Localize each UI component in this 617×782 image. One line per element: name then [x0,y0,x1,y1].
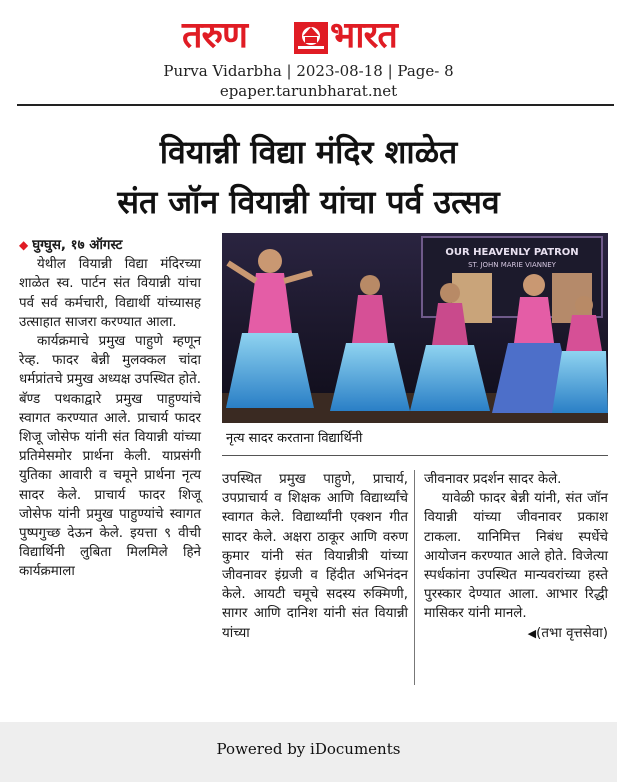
article-paragraph: येथील वियान्नी विद्या मंदिरच्या शाळेत स्व. पार्टन संत वियान्नी यांचा पर्व सर्व कर्मचारी, विद्यार्थी यांच्यासह उत्साहात साजरा करण्यात आला. [19,257,201,330]
dance-photo-illustration [222,233,608,423]
article-column-1 [19,236,201,582]
dateline-text: घुग्घुस, १७ ऑगस्ट [32,238,123,253]
edition-site[interactable]: epaper.tarunbharat.net [219,82,398,100]
article-paragraph: यावेळी फादर बेन्नी यांनी, संत जॉन वियान्नी यांच्या जीवनावर प्रकाश टाकला. यानिमित्त निबंध स्पर्धेचे आयोजन करण्यात आले होते. विजेत्या स्पर्धकांना उपस्थित मान्यवरांच्या हस्ते पुरस्कार देण्यात आला. आभार रिद्धी मासिकर यांनी मानले. [424,491,608,622]
credit-text: (तभा वृत्तसेवा) [536,625,608,641]
edition-line: Purva Vidarbha | 2023-08-18 | Page- 8 [163,62,454,80]
logo-text-right: भारत [330,15,397,56]
photo-banner-line1: OUR HEAVENLY PATRON [445,247,579,258]
article-column-3 [424,470,608,643]
powered-by-link[interactable]: Powered by iDocuments [216,740,401,758]
article-paragraph: कार्यक्रमाचे प्रमुख पाहुणे म्हणून रेव्ह. फादर बेन्नी मुलक्कल चांदा धर्मप्रांतचे प्रमुख अध्यक्ष उपस्थित होते. बॅण्ड पथकाद्वारे प्रमुख पाहुण्यांचे स्वागत करण्यात आले. प्राचार्य फादर शिजू जोसेफ यांनी संत वियान्नी यांच्या प्रतिमेसमोर प्रार्थना केली. याप्रसंगी युतिका आवारी व चमूने प्रार्थना नृत्य सादर केले. प्राचार्य फादर शिजू जोसेफ यांनी प्रमुख पाहुण्यांचे स्वागत पुष्पगुच्छ देऊन केले. इयत्ता ९ वीची विद्यार्थिनी लुबिता मिलमिले हिने कार्यक्रमाला [19,334,201,580]
headline-line-1: वियान्नी विद्या मंदिर शाळेत [159,133,458,171]
photo-banner-line2: ST. JOHN MARIE VIANNEY [468,261,556,269]
article-paragraph: जीवनावर प्रदर्शन सादर केले. [424,472,562,487]
photo-caption: नृत्य सादर करताना विद्यार्थिनी [226,431,363,446]
tarun-bharat-emblem-icon [294,22,328,52]
article-paragraph: उपस्थित प्रमुख पाहुणे, प्राचार्य, उपप्राचार्य व शिक्षक आणि विद्यार्थ्यांचे स्वागत केले. विद्यार्थ्यांनी एक्शन गीत सादर केले. अक्षरा ठाकूर आणि वरुण कुमार यांनी संत वियान्नीत्री यांच्या जीवनावर इंग्रजी व हिंदीत अभिनंदन केले. आयटी चमूचे सदस्य रुक्मिणी, सागर आणि दानिश यांनी संत वियान्नी यांच्या [222,472,408,641]
caption-divider [222,455,608,456]
article-credit [424,624,608,643]
logo-text-left: तरुण [182,15,248,56]
footer [0,722,617,782]
dateline [19,236,201,255]
column-divider [414,470,415,685]
masthead [0,14,617,58]
header-divider [17,104,614,106]
logo-underline [294,52,328,54]
triangle-left-icon: ◀ [527,626,537,640]
article-photo [222,233,608,423]
diamond-bullet-icon: ◆ [19,238,29,252]
headline-line-2: संत जॉन वियान्नी यांचा पर्व उत्सव [117,183,500,221]
article-column-2 [222,470,408,643]
